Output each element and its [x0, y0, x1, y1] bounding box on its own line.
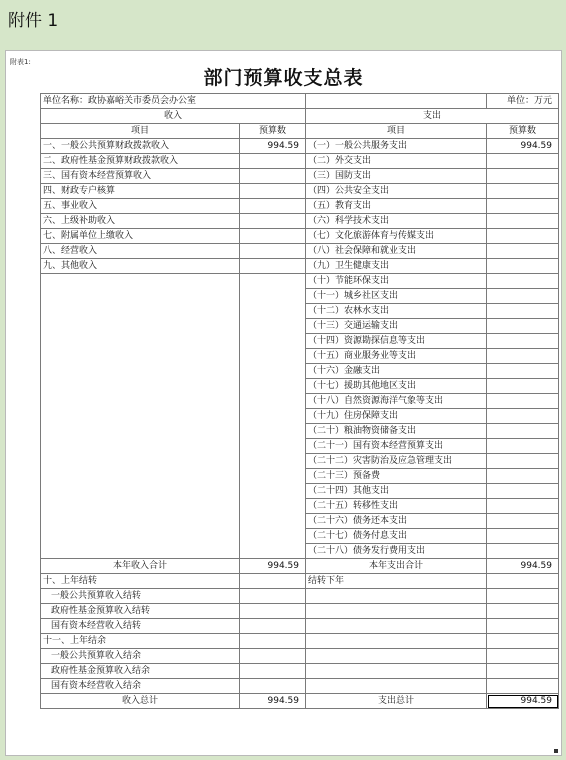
- income-item-empty: [41, 454, 240, 469]
- income-item-empty: [41, 334, 240, 349]
- income-amount: [240, 184, 306, 199]
- income-amount: [240, 259, 306, 274]
- income-amount-empty: [240, 349, 306, 364]
- table-row: [41, 514, 559, 529]
- expense-amount: [487, 199, 559, 214]
- expense-blank-amount: [487, 574, 559, 589]
- carryover-row: [41, 574, 559, 589]
- income-amount-empty: [240, 319, 306, 334]
- expense-item: （十三）交通运输支出: [306, 319, 487, 334]
- expense-blank-amount: [487, 589, 559, 604]
- carryover-row: [41, 589, 559, 604]
- income-item-empty: [41, 379, 240, 394]
- income-amount: [240, 214, 306, 229]
- expense-amount: [487, 469, 559, 484]
- expense-total-label: 本年支出合计: [306, 559, 487, 574]
- unit-row: [41, 94, 559, 109]
- expense-total-amount: 994.59: [487, 559, 559, 574]
- income-item-empty: [41, 364, 240, 379]
- carryover-item: 一般公共预算收入结转: [41, 589, 240, 604]
- expense-blank-amount: [487, 619, 559, 634]
- income-amount: [240, 154, 306, 169]
- table-row: [41, 394, 559, 409]
- expense-blank-amount: [487, 604, 559, 619]
- expense-blank: [306, 619, 487, 634]
- expense-blank: [306, 649, 487, 664]
- expense-item: （二十六）债务还本支出: [306, 514, 487, 529]
- income-amount-empty: [240, 379, 306, 394]
- resize-handle[interactable]: [554, 749, 558, 753]
- carryover-row: [41, 664, 559, 679]
- expense-amount: [487, 319, 559, 334]
- expense-amount: [487, 499, 559, 514]
- table-row: [41, 379, 559, 394]
- expense-blank: [306, 679, 487, 694]
- expense-item: （二十四）其他支出: [306, 484, 487, 499]
- table-row: [41, 229, 559, 244]
- expense-amount: [487, 214, 559, 229]
- income-total-amount: 994.59: [240, 559, 306, 574]
- grand-expense-amount: 994.59: [487, 694, 559, 709]
- expense-amount: [487, 229, 559, 244]
- attachment-label: 附件 1: [8, 11, 59, 31]
- income-amount-empty: [240, 289, 306, 304]
- table-row: [41, 244, 559, 259]
- income-item-empty: [41, 544, 240, 559]
- income-item-empty: [41, 409, 240, 424]
- income-amount-empty: [240, 439, 306, 454]
- income-amount-empty: [240, 274, 306, 289]
- income-header: 收入: [41, 109, 306, 124]
- carryover-amount: [240, 679, 306, 694]
- income-item: 一、一般公共预算财政拨款收入: [41, 139, 240, 154]
- expense-amount: [487, 484, 559, 499]
- income-item-empty: [41, 394, 240, 409]
- expense-item: （十九）住房保障支出: [306, 409, 487, 424]
- income-amount-empty: [240, 469, 306, 484]
- expense-amount: [487, 514, 559, 529]
- expense-amount: [487, 379, 559, 394]
- table-row: [41, 484, 559, 499]
- income-item-empty: [41, 484, 240, 499]
- unit-blank: [306, 94, 487, 109]
- carryover-amount: [240, 589, 306, 604]
- carryover-row: [41, 619, 559, 634]
- unit-name: 单位名称：政协嘉峪关市委员会办公室: [41, 94, 306, 109]
- table-row: [41, 184, 559, 199]
- carry-next-label: 结转下年: [306, 574, 487, 589]
- income-total-label: 本年收入合计: [41, 559, 240, 574]
- expense-item: （二十）粮油物资储备支出: [306, 424, 487, 439]
- carryover-row: [41, 634, 559, 649]
- income-amount: 994.59: [240, 139, 306, 154]
- expense-item: （十一）城乡社区支出: [306, 289, 487, 304]
- income-amount-empty: [240, 514, 306, 529]
- income-amount: [240, 229, 306, 244]
- expense-item: （八）社会保障和就业支出: [306, 244, 487, 259]
- carryover-item: 十、上年结转: [41, 574, 240, 589]
- expense-blank-amount: [487, 634, 559, 649]
- income-amount-empty: [240, 394, 306, 409]
- expense-item: （四）公共安全支出: [306, 184, 487, 199]
- expense-amount: [487, 154, 559, 169]
- expense-amount: [487, 274, 559, 289]
- table-row: [41, 199, 559, 214]
- carryover-item: 政府性基金预算收入结转: [41, 604, 240, 619]
- expense-item: （二十一）国有资本经营预算支出: [306, 439, 487, 454]
- income-item-empty: [41, 529, 240, 544]
- expense-amount: [487, 334, 559, 349]
- expense-item: （二十五）转移性支出: [306, 499, 487, 514]
- expense-amount: [487, 289, 559, 304]
- income-item: 五、事业收入: [41, 199, 240, 214]
- expense-amount: [487, 394, 559, 409]
- income-amount-empty: [240, 304, 306, 319]
- expense-item: （三）国防支出: [306, 169, 487, 184]
- carryover-item: 十一、上年结余: [41, 634, 240, 649]
- table-row: [41, 364, 559, 379]
- carryover-amount: [240, 619, 306, 634]
- income-amount: [240, 244, 306, 259]
- expense-amount: [487, 349, 559, 364]
- expense-amount: [487, 184, 559, 199]
- section-header-row: [41, 109, 559, 124]
- income-amount-empty: [240, 529, 306, 544]
- income-amount-empty: [240, 454, 306, 469]
- income-item-empty: [41, 514, 240, 529]
- expense-item: （一）一般公共服务支出: [306, 139, 487, 154]
- expense-header: 支出: [306, 109, 559, 124]
- expense-amount: [487, 244, 559, 259]
- expense-amount: [487, 169, 559, 184]
- expense-item: （二十二）灾害防治及应急管理支出: [306, 454, 487, 469]
- income-item: 九、其他收入: [41, 259, 240, 274]
- grand-income-label: 收入总计: [41, 694, 240, 709]
- expense-blank: [306, 604, 487, 619]
- expense-item: （十六）金融支出: [306, 364, 487, 379]
- table-row: [41, 214, 559, 229]
- expense-amount: [487, 364, 559, 379]
- table-row: [41, 319, 559, 334]
- expense-item: （十八）自然资源海洋气象等支出: [306, 394, 487, 409]
- expense-amount: [487, 439, 559, 454]
- table-row: [41, 424, 559, 439]
- income-item-empty: [41, 499, 240, 514]
- unit-measure: 单位：万元: [487, 94, 559, 109]
- table-row: [41, 169, 559, 184]
- income-amount-header: 预算数: [240, 124, 306, 139]
- carryover-item: 国有资本经营收入结余: [41, 679, 240, 694]
- income-item: 八、经营收入: [41, 244, 240, 259]
- expense-amount: [487, 454, 559, 469]
- expense-blank-amount: [487, 664, 559, 679]
- table-row: [41, 304, 559, 319]
- income-amount-empty: [240, 409, 306, 424]
- income-item-empty: [41, 274, 240, 289]
- income-item: 四、财政专户核算: [41, 184, 240, 199]
- expense-amount: 994.59: [487, 139, 559, 154]
- table-row: [41, 529, 559, 544]
- year-total-row: [41, 559, 559, 574]
- expense-item: （二）外交支出: [306, 154, 487, 169]
- budget-table: [40, 93, 559, 709]
- expense-amount: [487, 529, 559, 544]
- expense-blank: [306, 634, 487, 649]
- carryover-amount: [240, 649, 306, 664]
- income-item: 三、国有资本经营预算收入: [41, 169, 240, 184]
- income-item-header: 项目: [41, 124, 240, 139]
- table-row: [41, 259, 559, 274]
- expense-item: （七）文化旅游体育与传媒支出: [306, 229, 487, 244]
- grand-total-row: [41, 694, 559, 709]
- income-amount-empty: [240, 544, 306, 559]
- expense-item: （十五）商业服务业等支出: [306, 349, 487, 364]
- expense-item: （十七）援助其他地区支出: [306, 379, 487, 394]
- income-item-empty: [41, 289, 240, 304]
- table-row: [41, 154, 559, 169]
- income-item-empty: [41, 439, 240, 454]
- expense-amount: [487, 544, 559, 559]
- carryover-item: 国有资本经营收入结转: [41, 619, 240, 634]
- table-row: [41, 469, 559, 484]
- expense-item: （六）科学技术支出: [306, 214, 487, 229]
- sheet-tag: 附表1:: [10, 58, 31, 66]
- grand-expense-label: 支出总计: [306, 694, 487, 709]
- column-header-row: [41, 124, 559, 139]
- table-row: [41, 274, 559, 289]
- income-item-empty: [41, 304, 240, 319]
- carryover-row: [41, 604, 559, 619]
- expense-blank: [306, 664, 487, 679]
- grand-income-amount: 994.59: [240, 694, 306, 709]
- table-row: [41, 349, 559, 364]
- expense-item: （五）教育支出: [306, 199, 487, 214]
- table-row: [41, 334, 559, 349]
- carryover-amount: [240, 664, 306, 679]
- expense-blank-amount: [487, 679, 559, 694]
- carryover-row: [41, 649, 559, 664]
- carryover-amount: [240, 574, 306, 589]
- income-item-empty: [41, 424, 240, 439]
- expense-amount: [487, 259, 559, 274]
- expense-item: （二十七）债务付息支出: [306, 529, 487, 544]
- income-amount-empty: [240, 424, 306, 439]
- income-amount-empty: [240, 334, 306, 349]
- expense-amount-header: 预算数: [487, 124, 559, 139]
- carryover-item: 一般公共预算收入结余: [41, 649, 240, 664]
- expense-item: （十二）农林水支出: [306, 304, 487, 319]
- page-title: 部门预算收支总表: [203, 67, 364, 89]
- table-row: [41, 439, 559, 454]
- income-item: 二、政府性基金预算财政拨款收入: [41, 154, 240, 169]
- budget-sheet: [5, 50, 562, 756]
- carryover-row: [41, 679, 559, 694]
- income-item-empty: [41, 319, 240, 334]
- expense-amount: [487, 409, 559, 424]
- income-amount-empty: [240, 499, 306, 514]
- carryover-amount: [240, 604, 306, 619]
- carryover-item: 政府性基金预算收入结余: [41, 664, 240, 679]
- expense-item: （二十八）债务发行费用支出: [306, 544, 487, 559]
- expense-amount: [487, 304, 559, 319]
- expense-amount: [487, 424, 559, 439]
- income-item-empty: [41, 349, 240, 364]
- expense-blank: [306, 589, 487, 604]
- income-amount: [240, 169, 306, 184]
- income-item: 六、上级补助收入: [41, 214, 240, 229]
- table-row: [41, 499, 559, 514]
- carryover-amount: [240, 634, 306, 649]
- expense-item: （九）卫生健康支出: [306, 259, 487, 274]
- table-row: [41, 289, 559, 304]
- income-amount-empty: [240, 364, 306, 379]
- expense-blank-amount: [487, 649, 559, 664]
- table-row: [41, 409, 559, 424]
- income-item-empty: [41, 469, 240, 484]
- expense-item: （二十三）预备费: [306, 469, 487, 484]
- expense-item: （十）节能环保支出: [306, 274, 487, 289]
- expense-item-header: 项目: [306, 124, 487, 139]
- table-row: [41, 544, 559, 559]
- income-amount: [240, 199, 306, 214]
- table-row: [41, 454, 559, 469]
- table-row: [41, 139, 559, 154]
- income-item: 七、附属单位上缴收入: [41, 229, 240, 244]
- expense-item: （十四）资源勘探信息等支出: [306, 334, 487, 349]
- income-amount-empty: [240, 484, 306, 499]
